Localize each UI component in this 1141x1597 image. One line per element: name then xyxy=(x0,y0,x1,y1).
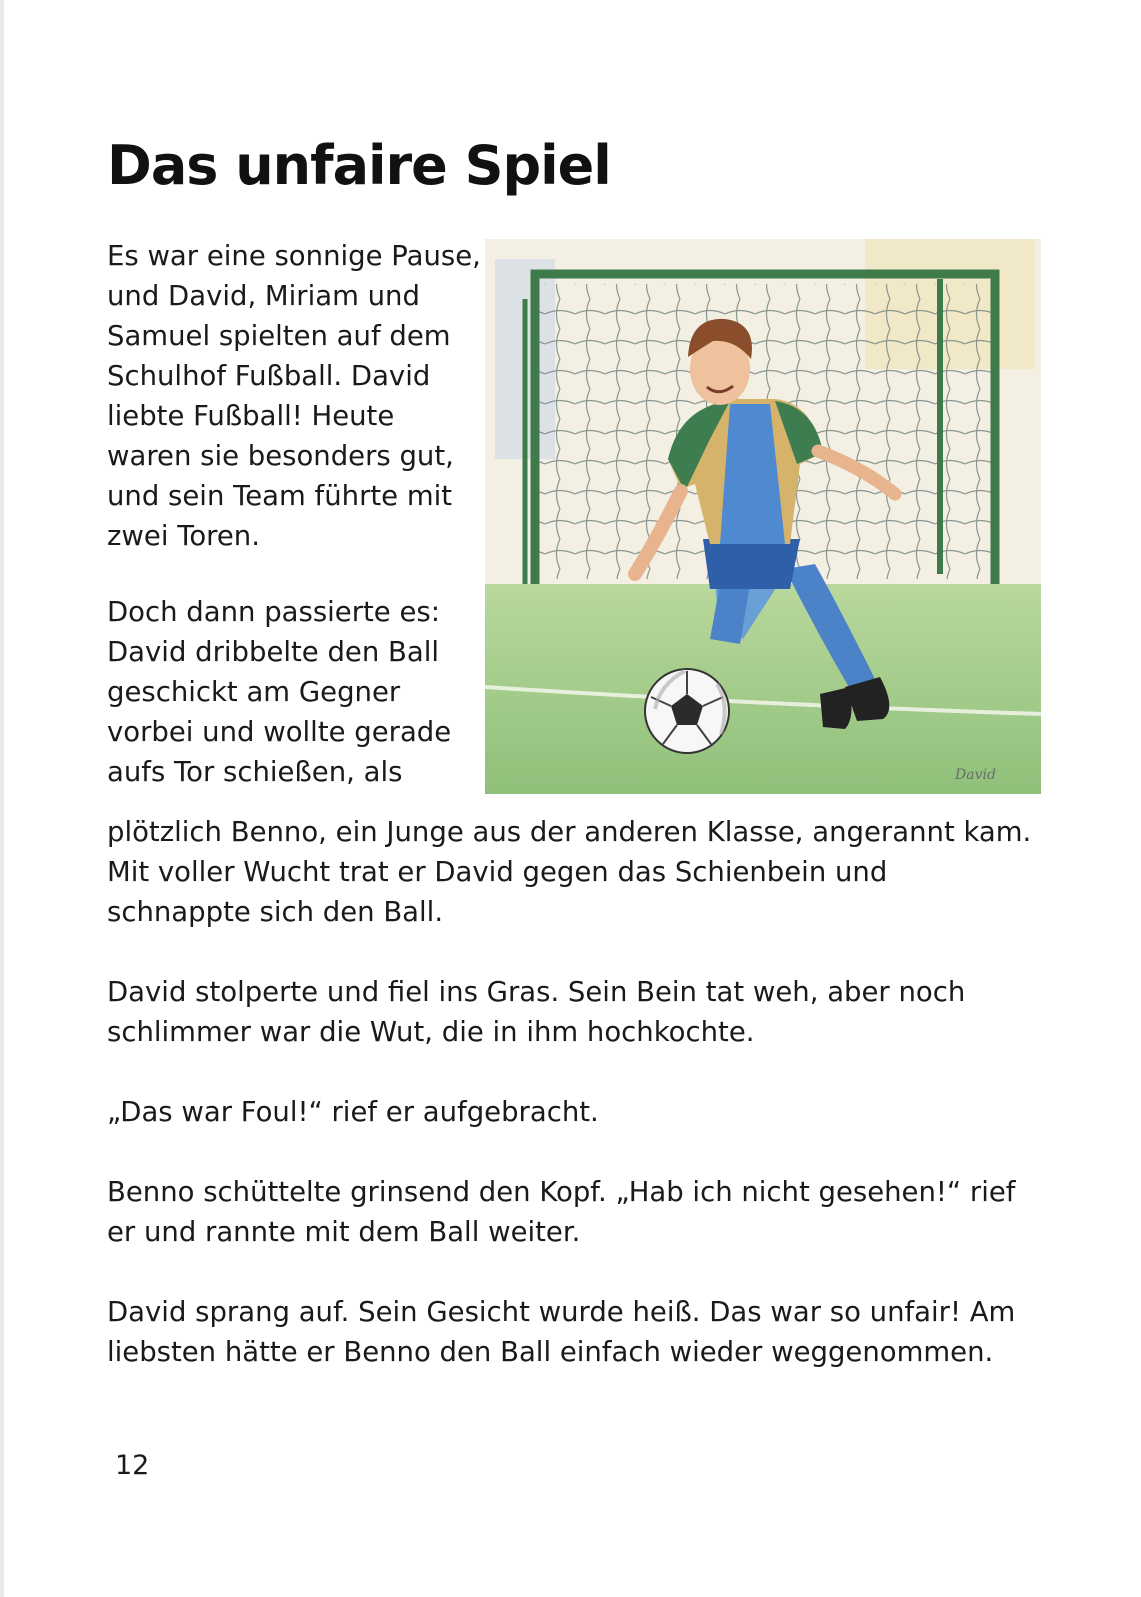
paragraph-2: Doch dann passierte es: David dribbelte den Ball geschickt am Gegner vorbei und wollte gerade aufs Tor schießen, als xyxy=(107,596,452,788)
paragraph-3: plötzlich Benno, ein Junge aus der anderen Klasse, angerannt kam. Mit voller Wucht trat er David gegen das Schienbein und schnappte sich den Ball. xyxy=(107,816,1032,928)
paragraph-5: „Das war Foul!“ rief er aufgebracht. xyxy=(107,1096,599,1128)
grass-field xyxy=(485,584,1041,794)
paragraph-6: Benno schüttelte grinsend den Kopf. „Hab ich nicht gesehen!“ rief er und rannte mit dem Ball weiter. xyxy=(107,1176,1016,1248)
paragraph-4: David stolperte und fiel ins Gras. Sein Bein tat weh, aber noch schlimmer war die Wut, die in ihm hochkochte. xyxy=(107,976,966,1048)
soccer-illustration xyxy=(485,239,1041,794)
page-number: 12 xyxy=(115,1450,150,1481)
paragraph-7: David sprang auf. Sein Gesicht wurde heiß. Das war so unfair! Am liebsten hätte er Benno den Ball einfach wieder weggenommen. xyxy=(107,1296,1016,1368)
illustration-signature: David xyxy=(955,767,996,783)
paragraph-1: Es war eine sonnige Pause, und David, Miriam und Samuel spielten auf dem Schulhof Fußball. David liebte Fußball! Heute waren sie besonders gut, und sein Team führte mit zwei Toren. xyxy=(107,240,481,552)
page-title: Das unfaire Spiel xyxy=(107,134,611,197)
page-edge xyxy=(0,0,4,1597)
soccer-ball-icon xyxy=(645,669,729,753)
